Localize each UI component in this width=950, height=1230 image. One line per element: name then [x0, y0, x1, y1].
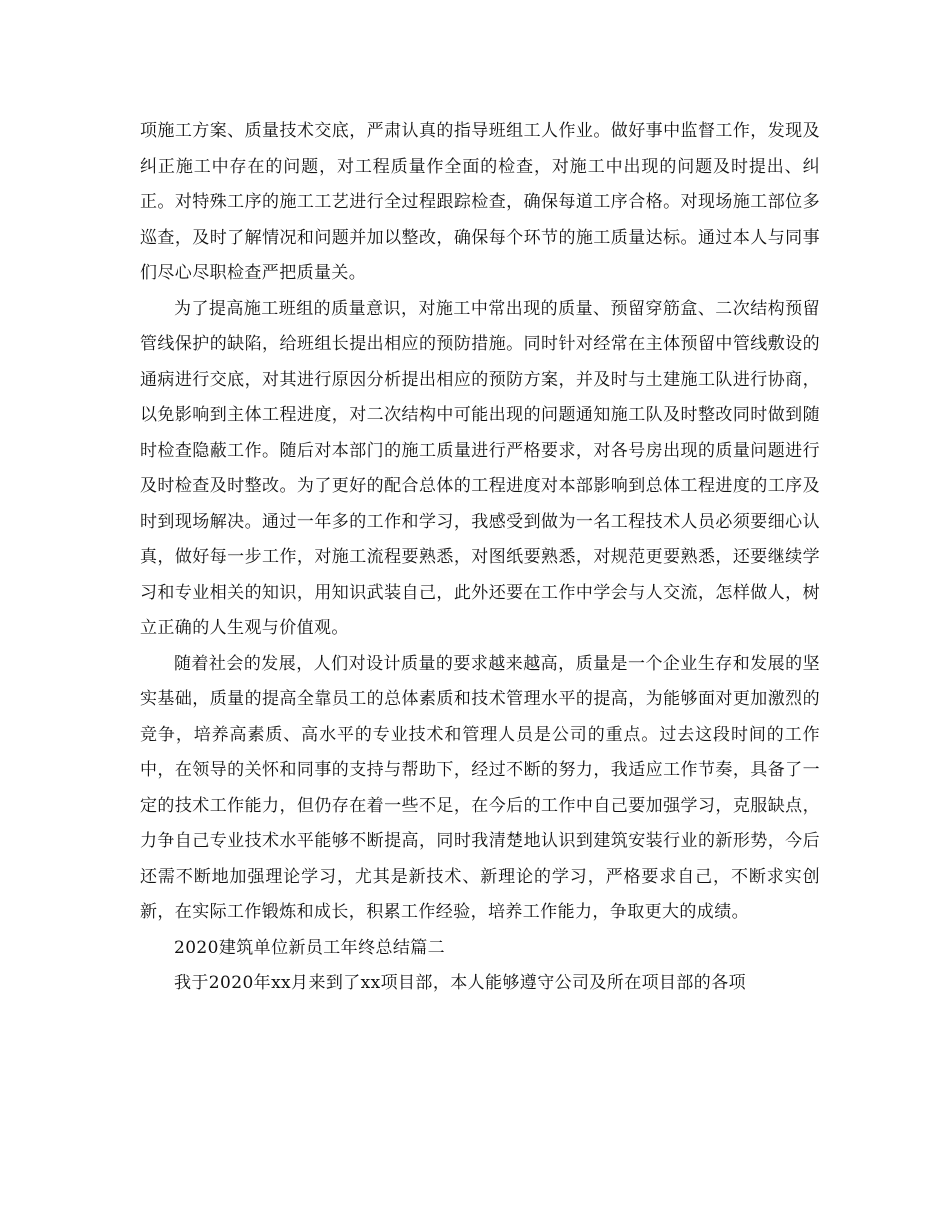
paragraph-quality-measures: 为了提高施工班组的质量意识，对施工中常出现的质量、预留穿筋盒、二次结构预留管线保护的缺陷，给班组长提出相应的预防措施。同时针对经常在主体预留中管线敷设的通病进行交底，对其进行原因分析提出相应的预防方案，并及时与土建施工队进行协商，以免影响到主体工程进度，对二次结构中可能出现的问题通知施工队及时整改同时做到随时检查隐蔽工作。随后对本部门的施工质量进行严格要求，对各号房出现的质量问题进行及时检查及时整改。为了更好的配合总体的工程进度对本部影响到总体工程进度的工序及时到现场解决。通过一年多的工作和学习，我感受到做为一名工程技术人员必须要细心认真，做好每一步工作，对施工流程要熟悉，对图纸要熟悉，对规范更要熟悉，还要继续学习和专业相关的知识，用知识武装自己，此外还要在工作中学会与人交流，怎样做人，树立正确的人生观与价值观。: [140, 298, 820, 638]
paragraph-continued: 项施工方案、质量技术交底，严肃认真的指导班组工人作业。做好事中监督工作，发现及纠正施工中存在的问题，对工程质量作全面的检查，对施工中出现的问题及时提出、纠正。对特殊工序的施工工艺进行全过程跟踪检查，确保每道工序合格。对现场施工部位多巡查，及时了解情况和问题并加以整改，确保每个环节的施工质量达标。通过本人与同事们尽心尽职检查严把质量关。: [140, 121, 820, 283]
document-body: [140, 114, 820, 1002]
paragraph-social-development: 随着社会的发展，人们对设计质量的要求越来越高，质量是一个企业生存和发展的坚实基础，质量的提高全靠员工的总体素质和技术管理水平的提高，为能够面对更加激烈的竞争，培养高素质、高水平的专业技术和管理人员是公司的重点。过去这段时间的工作中，在领导的关怀和同事的支持与帮助下，经过不断的努力，我适应工作节奏，具备了一定的技术工作能力，但仍存在着一些不足，在今后的工作中自己要加强学习，克服缺点，力争自己专业技术水平能够不断提高，同时我清楚地认识到建筑安装行业的新形势，今后还需不断地加强理论学习，尤其是新技术、新理论的学习，严格要求自己，不断求实创新，在实际工作锻炼和成长，积累工作经验，培养工作能力，争取更大的成绩。: [140, 653, 820, 922]
paragraph-section-two-start: 我于2020年xx月来到了xx项目部，本人能够遵守公司及所在项目部的各项: [174, 973, 747, 993]
section-heading: 2020建筑单位新员工年终总结篇二: [174, 937, 446, 958]
